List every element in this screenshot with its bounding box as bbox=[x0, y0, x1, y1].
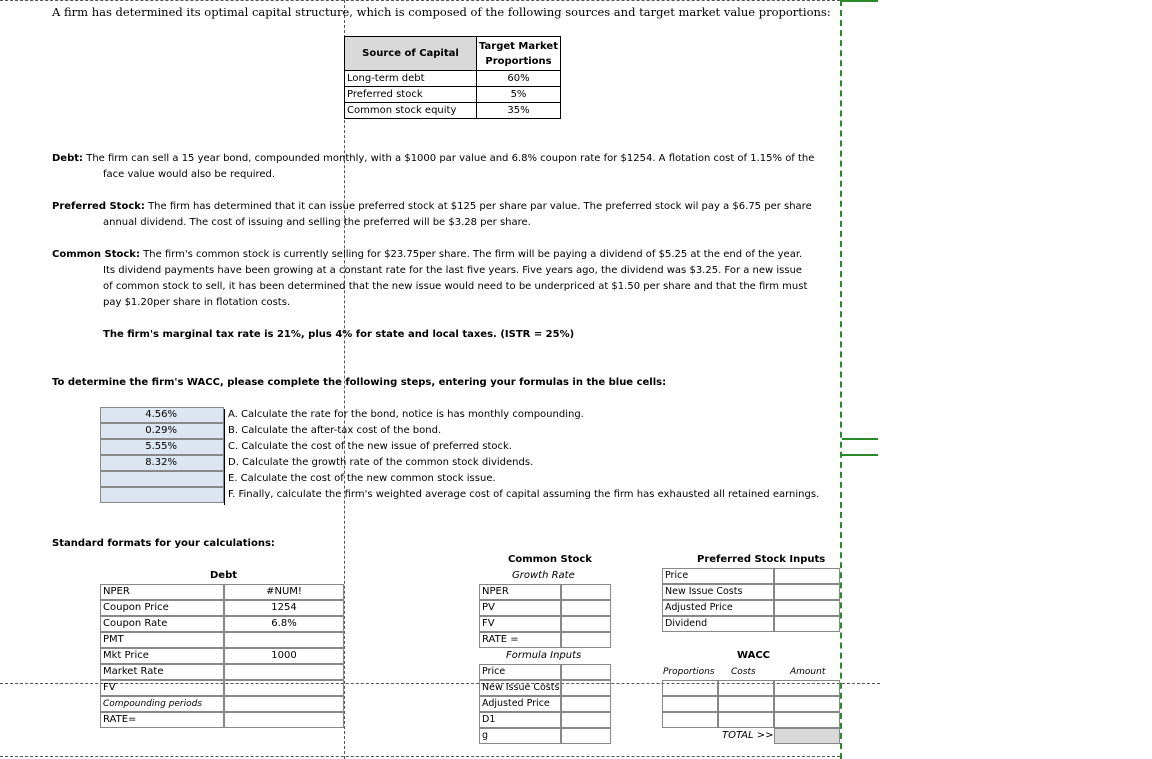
common-line2: Its dividend payments have been growing at a constant rate for the last five years. Five years ago, the dividend was $3.25. For a new issue bbox=[103, 265, 803, 276]
pref-label-dividend: Dividend bbox=[662, 616, 774, 632]
formula-value-g[interactable] bbox=[561, 728, 611, 744]
wacc-amount-preferred[interactable] bbox=[774, 696, 840, 712]
pref-value-adjusted[interactable] bbox=[774, 600, 840, 616]
proportion-cell[interactable]: 60% bbox=[477, 71, 561, 87]
source-cell[interactable]: Common stock equity bbox=[345, 103, 477, 119]
formula-value-new-issue[interactable] bbox=[561, 680, 611, 696]
step-c-text: C. Calculate the cost of the new issue of preferred stock. bbox=[224, 441, 512, 457]
preferred-label: Preferred Stock: bbox=[52, 201, 145, 212]
debt-value-rate[interactable] bbox=[224, 712, 344, 728]
header-source: Source of Capital bbox=[345, 37, 477, 71]
wacc-col-costs: Costs bbox=[731, 667, 756, 677]
common-value-rate[interactable] bbox=[561, 632, 611, 648]
common-table-title: Common Stock bbox=[508, 554, 592, 565]
step-b-value[interactable]: 0.29% bbox=[100, 423, 224, 439]
page-break-mark-2 bbox=[842, 454, 878, 456]
preferred-line1: The firm has determined that it can issue preferred stock at $125 per share par value. The preferred stock wil pay a $6.75 per share bbox=[148, 201, 812, 212]
debt-label-mkt-price: Mkt Price bbox=[100, 648, 224, 664]
formula-label-adjusted: Adjusted Price bbox=[479, 696, 561, 712]
header-target bbox=[477, 37, 561, 71]
table-row bbox=[345, 103, 561, 119]
common-label: Common Stock: bbox=[52, 249, 140, 260]
pref-label-adjusted: Adjusted Price bbox=[662, 600, 774, 616]
formula-value-adjusted[interactable] bbox=[561, 696, 611, 712]
debt-label-market-rate: Market Rate bbox=[100, 664, 224, 680]
preferred-paragraph bbox=[52, 201, 812, 212]
common-label-fv: FV bbox=[479, 616, 561, 632]
common-value-pv[interactable] bbox=[561, 600, 611, 616]
debt-label-nper: NPER bbox=[100, 584, 224, 600]
source-cell[interactable]: Long-term debt bbox=[345, 71, 477, 87]
common-label-nper: NPER bbox=[479, 584, 561, 600]
common-label-pv: PV bbox=[479, 600, 561, 616]
common-label-rate: RATE = bbox=[479, 632, 561, 648]
step-a-text: A. Calculate the rate for the bond, notice is has monthly compounding. bbox=[224, 409, 584, 425]
step-e-value[interactable] bbox=[100, 471, 224, 487]
step-e-text: E. Calculate the cost of the new common stock issue. bbox=[224, 473, 496, 489]
wacc-amount-debt[interactable] bbox=[774, 680, 840, 696]
wacc-total-value[interactable] bbox=[774, 728, 840, 744]
pref-label-price: Price bbox=[662, 568, 774, 584]
proportion-cell[interactable]: 35% bbox=[477, 103, 561, 119]
common-value-nper[interactable] bbox=[561, 584, 611, 600]
debt-value-coupon-price[interactable]: 1254 bbox=[224, 600, 344, 616]
wacc-proportion-common[interactable] bbox=[662, 712, 718, 728]
debt-value-fv[interactable] bbox=[224, 680, 344, 696]
page-break-right-edge bbox=[840, 0, 842, 759]
table-row bbox=[345, 71, 561, 87]
wacc-amount-common[interactable] bbox=[774, 712, 840, 728]
instructions-title: To determine the firm's WACC, please complete the following steps, entering your formulas in the blue cells: bbox=[52, 377, 667, 388]
debt-value-coupon-rate[interactable]: 6.8% bbox=[224, 616, 344, 632]
pref-value-new-issue[interactable] bbox=[774, 584, 840, 600]
debt-table-title: Debt bbox=[210, 570, 238, 581]
source-cell[interactable]: Preferred stock bbox=[345, 87, 477, 103]
formula-label-g: g bbox=[479, 728, 561, 744]
formula-value-d1[interactable] bbox=[561, 712, 611, 728]
table-row bbox=[345, 87, 561, 103]
page-break-bottom bbox=[0, 756, 840, 757]
debt-line2: face value would also be required. bbox=[103, 169, 276, 180]
header-target-line1: Target Market bbox=[479, 40, 558, 52]
intro-text: A firm has determined its optimal capital structure, which is composed of the following sources and target market value proportions: bbox=[52, 5, 831, 19]
proportion-cell[interactable]: 5% bbox=[477, 87, 561, 103]
common-paragraph bbox=[52, 249, 802, 260]
debt-label-fv: FV bbox=[100, 680, 224, 696]
formula-value-price[interactable] bbox=[561, 664, 611, 680]
debt-label-coupon-rate: Coupon Rate bbox=[100, 616, 224, 632]
step-f-value[interactable] bbox=[100, 487, 224, 503]
wacc-proportion-debt[interactable] bbox=[662, 680, 718, 696]
tax-note: The firm's marginal tax rate is 21%, plus 4% for state and local taxes. (ISTR = 25%) bbox=[103, 329, 575, 340]
step-b-text: B. Calculate the after-tax cost of the bond. bbox=[224, 425, 441, 441]
wacc-col-amount: Amount bbox=[790, 667, 826, 677]
debt-paragraph bbox=[52, 153, 814, 164]
wacc-cost-common[interactable] bbox=[718, 712, 774, 728]
debt-value-pmt[interactable] bbox=[224, 632, 344, 648]
debt-value-compounding[interactable] bbox=[224, 696, 344, 712]
wacc-proportion-preferred[interactable] bbox=[662, 696, 718, 712]
pref-value-price[interactable] bbox=[774, 568, 840, 584]
step-d-text: D. Calculate the growth rate of the common stock dividends. bbox=[224, 457, 533, 473]
pref-value-dividend[interactable] bbox=[774, 616, 840, 632]
pref-label-new-issue: New Issue Costs bbox=[662, 584, 774, 600]
formula-inputs-title: Formula Inputs bbox=[506, 650, 582, 661]
common-line3: of common stock to sell, it has been determined that the new issue would need to be underpriced at $1.50 per share and that the firm must bbox=[103, 281, 808, 292]
preferred-line2: annual dividend. The cost of issuing and selling the preferred will be $3.28 per share. bbox=[103, 217, 531, 228]
page-break-top-right bbox=[842, 0, 878, 2]
common-line4: pay $1.20per share in flotation costs. bbox=[103, 297, 291, 308]
formula-label-price: Price bbox=[479, 664, 561, 680]
formula-label-d1: D1 bbox=[479, 712, 561, 728]
debt-value-nper[interactable]: #NUM! bbox=[224, 584, 344, 600]
formula-label-new-issue: New Issue Costs bbox=[479, 680, 561, 696]
common-value-fv[interactable] bbox=[561, 616, 611, 632]
debt-line1: The firm can sell a 15 year bond, compounded monthly, with a $1000 par value and 6.8% coupon rate for $1254. A flotation cost of 1.15% of the bbox=[86, 153, 815, 164]
page-break-top bbox=[0, 0, 840, 1]
debt-label-compounding: Compounding periods bbox=[100, 696, 224, 712]
header-target-line2: Proportions bbox=[485, 55, 552, 67]
common-line1: The firm's common stock is currently selling for $23.75per share. The firm will be paying a dividend of $5.25 at the end of the year. bbox=[143, 249, 803, 260]
debt-label: Debt: bbox=[52, 153, 84, 164]
page-break-mark-1 bbox=[842, 438, 878, 440]
wacc-title: WACC bbox=[737, 650, 770, 661]
debt-label-pmt: PMT bbox=[100, 632, 224, 648]
debt-label-coupon-price: Coupon Price bbox=[100, 600, 224, 616]
debt-value-market-rate[interactable] bbox=[224, 664, 344, 680]
formats-title: Standard formats for your calculations: bbox=[52, 538, 275, 549]
debt-value-mkt-price[interactable]: 1000 bbox=[224, 648, 344, 664]
step-c-value[interactable]: 5.55% bbox=[100, 439, 224, 455]
step-d-value[interactable]: 8.32% bbox=[100, 455, 224, 471]
wacc-cost-preferred[interactable] bbox=[718, 696, 774, 712]
common-table-subtitle: Growth Rate bbox=[512, 570, 575, 581]
step-a-value[interactable]: 4.56% bbox=[100, 407, 224, 423]
wacc-cost-debt[interactable] bbox=[718, 680, 774, 696]
wacc-col-proportions: Proportions bbox=[663, 667, 715, 677]
step-f-text: F. Finally, calculate the firm's weighted average cost of capital assuming the firm has exhausted all retained earnings. bbox=[224, 489, 819, 505]
wacc-total-label: TOTAL >> bbox=[722, 730, 774, 741]
debt-label-rate: RATE= bbox=[100, 712, 224, 728]
capital-structure-table bbox=[344, 36, 561, 119]
preferred-table-title: Preferred Stock Inputs bbox=[697, 554, 826, 565]
